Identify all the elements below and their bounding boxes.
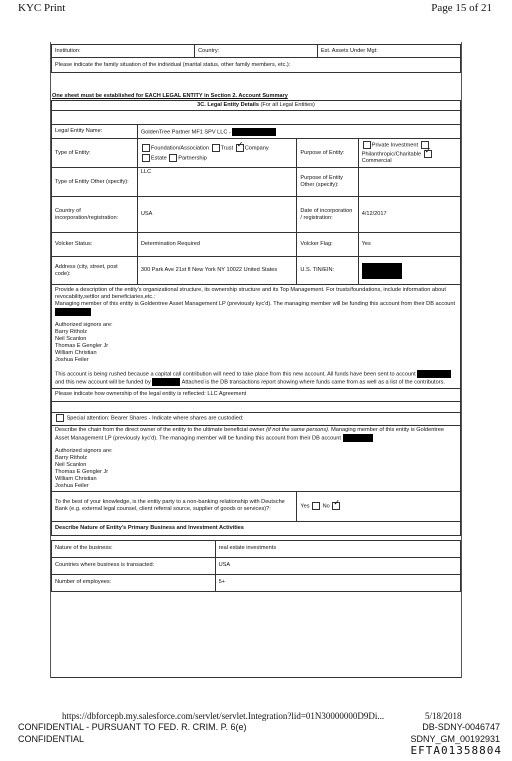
chain-text: Managing member of this entity is Goldentree Asset Management LP (previously kyc'd). The managing member will be funding this account from their DB account — [55, 426, 444, 441]
efta-number: EFTA01358804 — [410, 744, 502, 757]
signer: William Christian — [55, 349, 97, 356]
confidential-line-2: CONFIDENTIAL — [18, 734, 85, 744]
foundation-option-label: Foundation/Association — [150, 145, 210, 152]
bates-number-1: DB-SDNY-0046747 — [422, 722, 500, 732]
country-label: Country: — [195, 45, 318, 58]
redaction-box — [152, 378, 180, 386]
purpose-other-label: Purpose of Entity Other (specify): — [297, 168, 358, 197]
footer-url[interactable]: https://dbforcepb.my.salesforce.com/servlet/servlet.Integration?lid=01N30000000D9Di... — [62, 711, 385, 721]
estate-checkbox[interactable] — [142, 154, 150, 162]
assets-label: Est. Assets Under Mgt: — [317, 45, 460, 58]
philanthropic-checkbox[interactable] — [424, 150, 432, 158]
page-number: Page 15 of 21 — [431, 2, 492, 14]
entity-type-label: Type of Entity: — [52, 139, 138, 168]
tin-label: U.S. TIN/EIN: — [297, 257, 358, 285]
partnership-option-label: Partnership — [178, 155, 207, 162]
philanthropic-label: Philanthropic/Charitable — [361, 151, 422, 158]
volcker-status-label: Volcker Status: — [52, 233, 138, 257]
footer-date: 5/18/2018 — [425, 711, 462, 721]
chain-prompt: Describe the chain from the direct owner of the entity to the ultimate beneficial owner — [55, 426, 265, 433]
signer: Barry Ritholz — [55, 454, 88, 461]
tin-redaction — [362, 263, 402, 279]
entity-name-label: Legal Entity Name: — [52, 125, 138, 139]
private-investment-checkbox[interactable] — [363, 141, 371, 149]
bottom-rule — [51, 677, 461, 678]
signer: Thomas E Gengler Jr — [55, 468, 109, 475]
country-incorporation-label: Country of incorporation/registration: — [52, 197, 138, 233]
trust-checkbox[interactable] — [212, 144, 220, 152]
ownership-text: Please indicate how ownership of the legal entity is reflected: LLC Agreement — [52, 388, 461, 401]
volcker-flag-label: Volcker Flag: — [297, 233, 358, 257]
signer: Joshua Feiler — [55, 356, 89, 363]
entity-name-value: GoldenTree Partner MF1 SPV LLC - — [140, 129, 231, 136]
rush-text: This account is being rushed because a capital call contribution will need to take place from this new account. All funds have been sent to account — [55, 371, 416, 378]
address-value: 300 Park Ave 21st fl New York NY 10022 United States — [137, 257, 297, 285]
chain-prompt-italic: (if not the same persons) — [266, 426, 329, 433]
signer: Neil Scanlon — [55, 461, 87, 468]
description-text: Managing member of this entity is Goldentree Asset Management LP (previously kyc'd). The managing member will be funding this account from their DB account — [55, 301, 456, 308]
commercial-label: Commercial — [361, 158, 392, 165]
redaction-box — [232, 128, 276, 136]
purpose-label: Purpose of Entity: — [297, 139, 358, 168]
trust-option-label: Trust — [220, 145, 234, 152]
employees-value: 5+ — [215, 574, 460, 591]
signer: Thomas E Gengler Jr — [55, 342, 109, 349]
section-note: One sheet must be established for EACH LEGAL ENTITY in Section 2. Account Summary — [52, 93, 288, 99]
company-checkbox[interactable] — [236, 144, 244, 152]
volcker-flag-value: Yes — [358, 233, 460, 257]
countries-label: Countries where business is transacted: — [52, 557, 216, 574]
legal-entity-table: 3C. Legal Entity Details (For all Legal Entities) Legal Entity Name: GoldenTree Partner MF1 SPV LLC - Type of Entity: Foundation/Association Trust ✓ Company Estate Partnership Purpose of Entity: Private Investment Philanthropic/Charitable ✓ Commercial Type of Entity Other (specify): LLC Purpose of Entity Other (specify): Country of incorporation/registration: USA Date of incorporation / registration: 4/12/2017 Volcker Status: Determination Required Volcker Flag: Yes Address (city, street, post code): 300 Park Ave 21st fl New York NY 10022 United States U.S. TIN/EIN: Provide a description of the entity's organizational structure, its ownership structure and its Top Management. For trusts/foundations, include information about revocability,settlor and beneficiaries,etc.: Managing member of this entity is Goldentree Asset Management LP (previously kyc'd). The managing member will be funding this account from their DB account Authorized signors are: Barry Ritholz Neil Scanlon Thomas E Gengler Jr William Christian Joshua Feiler This account is being rushed because a capital call contribution will need to take place from this new account. All funds have been sent to account and this new account will be funded by Attached is the DB transactions report showing where funds came from as well as a list of the contributors. Please indicate how ownership of the legal entity is reflected: LLC Agreement Special attention: Bearer Shares - Indicate where shares are custodied: Describe the chain from the direct owner of the entity to the ultimate beneficial owner (if not the same persons). Managing member of this entity is Goldentree Asset Management LP (previously kyc'd). The managing member will be funding this account from their DB account Authorized signors are: Barry Ritholz Neil Scanlon Thomas E Gengler Jr William Christian Joshua Feiler — [51, 100, 461, 492]
redaction-box — [343, 434, 373, 442]
bearer-shares-checkbox[interactable] — [56, 414, 64, 422]
company-option-label: Company — [244, 145, 269, 152]
private-investment-label: Private Investment — [371, 142, 419, 149]
estate-option-label: Estate — [150, 155, 167, 162]
type-other-value: LLC — [137, 168, 297, 197]
redaction-box — [55, 308, 91, 316]
top-table — [51, 44, 461, 73]
section-title: 3C. Legal Entity Details — [197, 102, 259, 109]
type-other-label: Type of Entity Other (specify): — [52, 168, 138, 197]
redaction-box — [417, 370, 451, 378]
employees-label: Number of employees: — [52, 574, 216, 591]
no-label: No — [322, 503, 330, 510]
partnership-checkbox[interactable] — [169, 154, 177, 162]
rush-text: Attached is the DB transactions report showing where funds came from as well as a list of the contributors. — [181, 379, 445, 386]
form-sheet — [50, 42, 462, 678]
signer: William Christian — [55, 475, 97, 482]
countries-value: USA — [215, 557, 460, 574]
yes-checkbox[interactable] — [312, 502, 320, 510]
nature-value: real estate investments — [215, 540, 460, 557]
institution-label: Institution: — [52, 45, 195, 58]
special-attention-text: Special attention: Bearer Shares - Indicate where shares are custodied: — [66, 415, 244, 422]
non-banking-prompt: To the best of your knowledge, is the entity party to a non-banking relationship with Deutsche Bank (e.g. external legal counsel, client referral source, supplier of goods or services)?: — [52, 491, 297, 521]
family-prompt: Please indicate the family situation of the individual (marital status, other family members, etc.): — [52, 58, 461, 73]
business-title: Describe Nature of Entity's Primary Business and Investment Activities — [52, 521, 461, 535]
nature-label: Nature of the business: — [52, 540, 216, 557]
signers-title: Authorized signors are: — [55, 447, 113, 454]
header-title: KYC Print — [18, 2, 66, 14]
address-label: Address (city, street, post code): — [52, 257, 138, 285]
signer: Joshua Feiler — [55, 482, 89, 489]
yes-label: Yes — [300, 503, 310, 510]
signers-title: Authorized signors are: — [55, 321, 113, 328]
business-table — [51, 540, 461, 592]
rush-text: and this new account will be funded by — [55, 379, 151, 386]
signer: Barry Ritholz — [55, 328, 88, 335]
date-incorporation-value: 4/12/2017 — [358, 197, 460, 233]
volcker-status-value: Determination Required — [137, 233, 297, 257]
date-incorporation-label: Date of incorporation / registration: — [297, 197, 358, 233]
non-banking-table — [51, 491, 461, 536]
description-prompt: Provide a description of the entity's organizational structure, its ownership structure and its Top Management. For trusts/foundations, include information about revocability,settlor and beneficiaries,etc.: — [55, 287, 446, 301]
confidential-line-1: CONFIDENTIAL - PURSUANT TO FED. R. CRIM. P. 6(e) — [18, 722, 247, 732]
signer: Neil Scanlon — [55, 335, 87, 342]
no-checkbox[interactable] — [332, 502, 340, 510]
section-subtitle: (For all Legal Entities) — [260, 102, 315, 109]
bates-number-2: SDNY_GM_00192931 — [410, 734, 500, 744]
country-incorporation-value: USA — [137, 197, 297, 233]
foundation-checkbox[interactable] — [142, 144, 150, 152]
